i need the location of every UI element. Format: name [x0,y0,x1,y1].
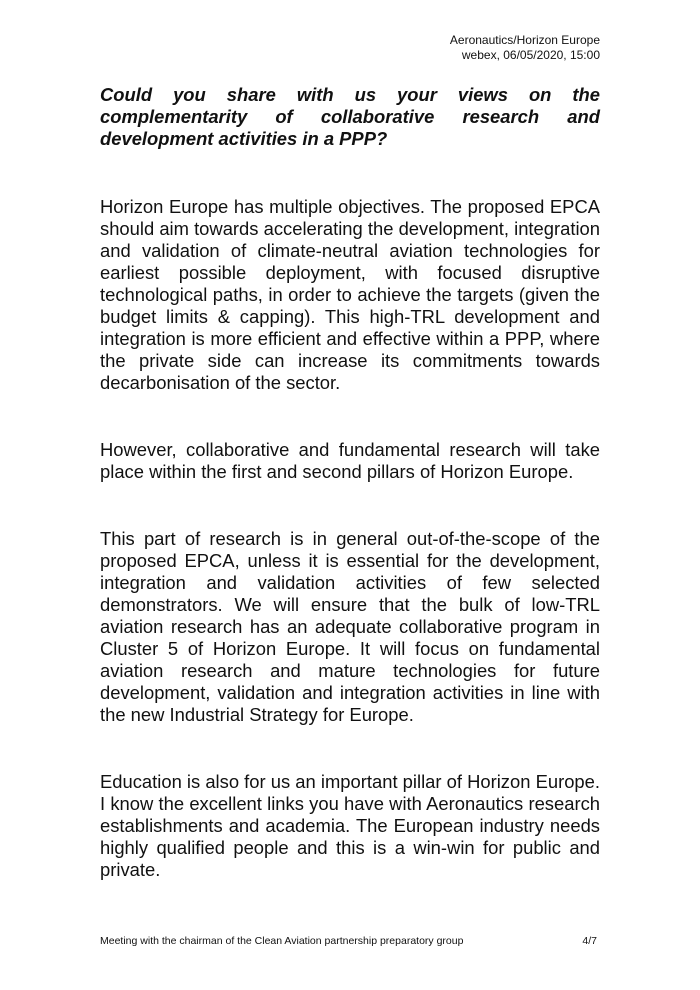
question-heading: Could you share with us your views on the complementarity of collaborative research and development activities in a PPP? [100,84,600,149]
paragraph-collaborative-research: However, collaborative and fundamental research will take place within the first and second pillars of Horizon Europe. [100,439,600,482]
document-body [100,84,600,926]
page-header [450,33,600,63]
paragraph-education: Education is also for us an important pillar of Horizon Europe. I know the excellent links you have with Aeronautics research establishments and academia. The European industry needs highly qualified people and this is a win-win for public and private. [100,771,600,880]
paragraph-objectives: Horizon Europe has multiple objectives. The proposed EPCA should aim towards accelerating the development, integration and validation of climate-neutral aviation technologies for earliest possible deployment, with focused disruptive technological paths, in order to achieve the targets (given the budget limits & capping). This high-TRL development and integration is more efficient and effective within a PPP, where the private side can increase its commitments towards decarbonisation of the sector. [100,196,600,393]
page-footer [100,934,600,948]
header-meeting-info: webex, 06/05/2020, 15:00 [461,48,600,62]
header-title: Aeronautics/Horizon Europe [449,33,600,47]
paragraph-scope: This part of research is in general out-of-the-scope of the proposed EPCA, unless it is essential for the development, integration and validation activities of few selected demonstrators. We will ensure that the bulk of low-TRL aviation research has an adequate collaborative program in Cluster 5 of Horizon Europe. It will focus on fundamental aviation research and mature technologies for future development, validation and integration activities in line with the new Industrial Strategy for Europe. [100,528,600,725]
page-number: 4/7 [582,935,597,947]
footer-text: Meeting with the chairman of the Clean Aviation partnership preparatory group [100,935,464,947]
